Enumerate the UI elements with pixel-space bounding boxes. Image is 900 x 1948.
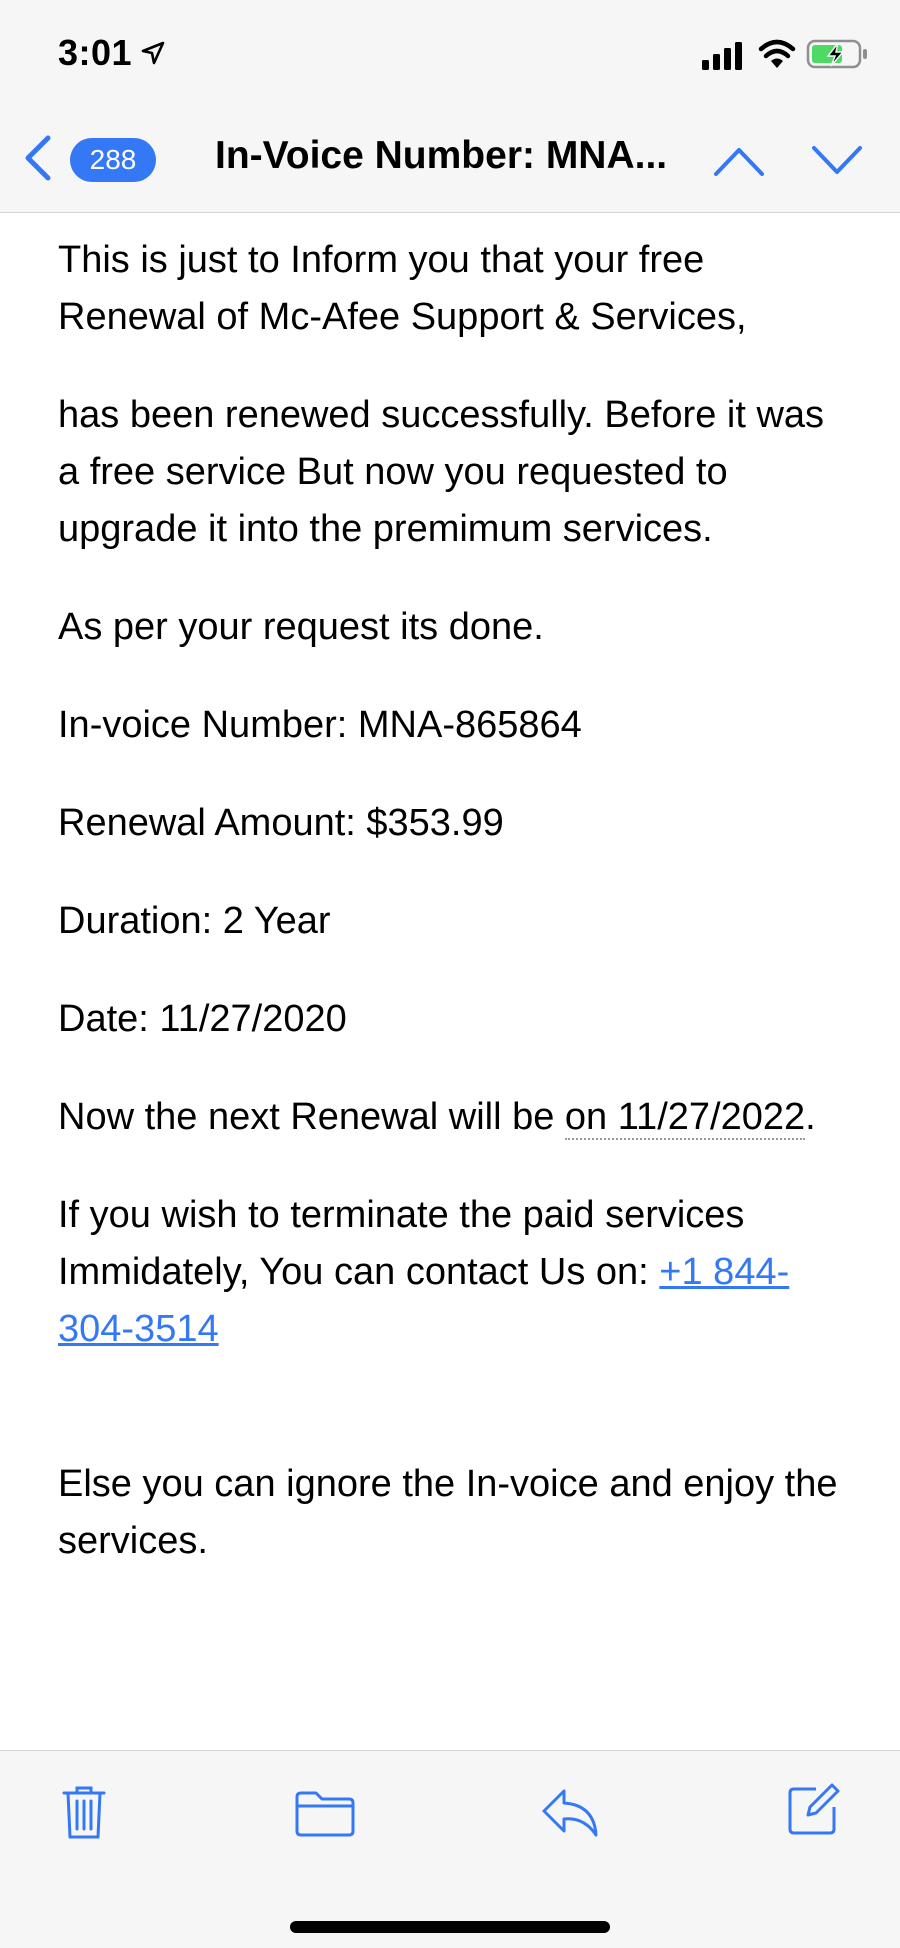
bottom-toolbar (0, 1750, 900, 1948)
back-chevron-icon[interactable] (18, 132, 58, 184)
chevron-up-icon[interactable] (712, 140, 766, 180)
body-paragraph: has been renewed successfully. Before it was a free service But now you requested to upgrade it into the premimum services. (58, 394, 825, 550)
renewal-amount-line: Renewal Amount: $353.99 (58, 802, 504, 844)
cellular-signal-icon (702, 40, 746, 70)
reply-icon[interactable] (540, 1787, 600, 1839)
email-body (58, 232, 848, 1611)
next-renewal-suffix: . (805, 1096, 816, 1138)
header-area (0, 0, 900, 213)
home-indicator[interactable] (290, 1921, 610, 1933)
invoice-number-line: In-voice Number: MNA-865864 (58, 704, 582, 746)
duration-line: Duration: 2 Year (58, 900, 331, 942)
message-subject-title: In-Voice Number: MNA... (215, 134, 668, 177)
next-renewal-text: Now the next Renewal will be (58, 1096, 565, 1138)
wifi-icon (758, 38, 796, 70)
next-renewal-paragraph (58, 1089, 848, 1146)
unread-count-badge[interactable]: 288 (70, 138, 156, 182)
closing-paragraph: Else you can ignore the In-voice and enjoy the services. (58, 1463, 838, 1562)
location-arrow-icon (140, 40, 166, 66)
body-paragraph: This is just to Inform you that your free Renewal of Mc-Afee Support & Services, (58, 239, 747, 338)
detected-date-link[interactable]: on 11/27/2022 (564, 1096, 806, 1138)
date-line: Date: 11/27/2020 (58, 998, 347, 1040)
chevron-down-icon[interactable] (810, 140, 864, 180)
terminate-text: If you wish to terminate the paid services Immidately, You can contact Us on: (58, 1194, 745, 1293)
status-time: 3:01 (58, 32, 133, 73)
body-paragraph: As per your request its done. (58, 606, 544, 648)
phone-number-link[interactable]: +1 844-304-3514 (58, 1251, 790, 1350)
battery-charging-icon (806, 38, 870, 70)
blank-line (58, 1399, 848, 1456)
trash-icon[interactable] (60, 1783, 108, 1843)
compose-icon[interactable] (786, 1781, 842, 1837)
terminate-paragraph (58, 1187, 848, 1358)
folder-icon[interactable] (294, 1789, 356, 1837)
